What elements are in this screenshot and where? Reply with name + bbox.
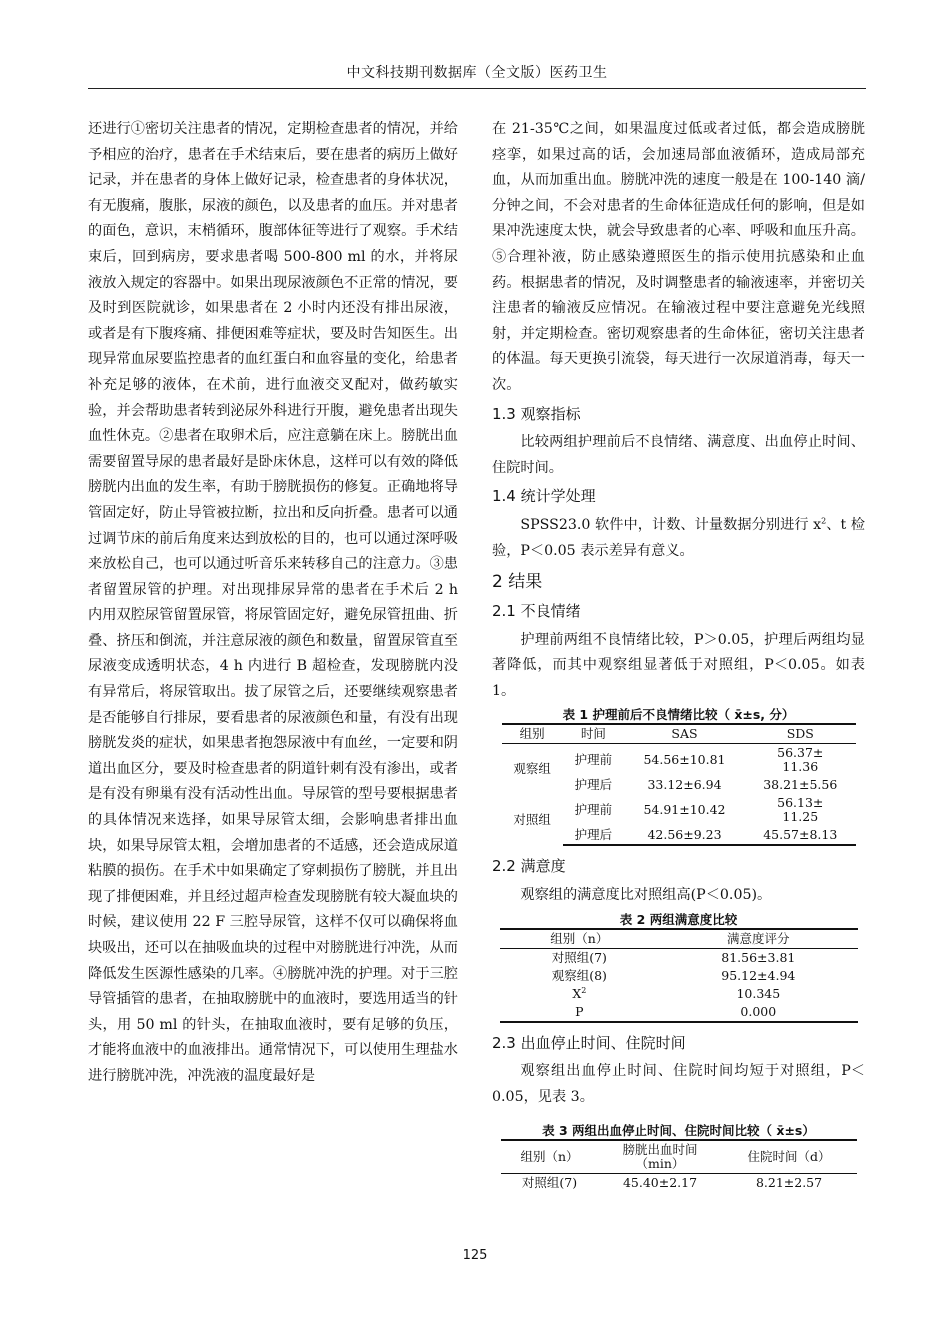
table-cell: 81.56±3.81 — [721, 949, 796, 965]
table-1 — [502, 723, 856, 846]
body-paragraph: 在 21-35℃之间，如果温度过低或者过低，都会造成膀胱痉挛，如果过高的话，会加速局部血液循环，造成局部充血，从而加重出血。膀胱冲洗的速度一般是在 100-140 滴/分钟之间，不会对患者的生命体征造成任何的影响，但是如果冲洗速度太快，就会导致患者的心率、呼吸和血压升高。⑤合理补液，防止感染遵照医生的指示使用抗感染和止血药。根据患者的情况，及时调整患者的输液速率，并密切关注患者的输液反应情况。在输液过程中要注意避免光线照射，并定期检查。密切观察患者的生命体征，密切关注患者的体温。每天更换引流袋，每天进行一次尿道消毒，每天一次。 — [492, 121, 865, 393]
table-cell: 护理后 — [574, 777, 613, 793]
table-cell: 33.12±6.94 — [647, 777, 722, 793]
superscript: 2 — [581, 985, 587, 995]
cell-text: X — [572, 985, 582, 1001]
right-column — [492, 117, 865, 1192]
table-cell: 38.21±5.56 — [763, 777, 838, 793]
table-2-caption: 表 2 两组满意度比较 — [619, 911, 738, 927]
table-row — [500, 948, 858, 967]
table-2 — [500, 928, 858, 1023]
table-header-cell: 满意度评分 — [659, 929, 857, 949]
table-header-cell — [598, 1140, 721, 1174]
cell-line: （min） — [635, 1156, 685, 1172]
header-rule — [88, 88, 866, 89]
body-paragraph: 护理前两组不良情绪比较，P＞0.05，护理后两组均显著降低，而其中观察组显著低于对照组，P＜0.05。如表 1。 — [492, 631, 865, 699]
superscript: 2 — [821, 516, 827, 526]
table-cell: 10.345 — [736, 985, 781, 1001]
section-heading-1-3: 1.3 观察指标 — [492, 404, 581, 423]
table-header-cell: 组别（n） — [500, 929, 660, 949]
table-header-row — [501, 1140, 857, 1174]
table-row — [502, 744, 856, 777]
table-cell: 95.12±4.94 — [721, 967, 796, 983]
table-header-cell: 时间 — [563, 724, 624, 744]
table-cell: 0.000 — [659, 1003, 857, 1022]
cell-line: 56.13± — [777, 795, 824, 811]
table-cell — [745, 744, 855, 777]
cell-line: 11.36 — [782, 759, 819, 775]
section-heading-2: 2 结果 — [492, 572, 543, 593]
table-1-caption: 表 1 护理前后不良情绪比较（ x̄±s, 分） — [562, 707, 795, 723]
table-cell: 8.21±2.57 — [755, 1175, 823, 1191]
table-cell — [745, 794, 855, 826]
table-row — [500, 967, 858, 985]
body-paragraph — [492, 513, 865, 564]
table-row — [500, 1003, 858, 1022]
table-row — [500, 985, 858, 1003]
table-cell: 对照组 — [513, 811, 551, 827]
table-cell — [500, 985, 660, 1003]
table-header-cell: SAS — [624, 724, 745, 744]
body-paragraph: 比较两组护理前后不良情绪、满意度、出血停止时间、住院时间。 — [492, 434, 865, 476]
body-paragraph: 还进行①密切关注患者的情况，定期检查患者的情况，并给予相应的治疗，患者在手术结束后，要在患者的病历上做好记录，并在患者的身体上做好记录，检查患者的身体状况，有无腹痛，腹胀，尿液的颜色，以及患者的血压。并对患者的面色，意识，末梢循环，腹部体征等进行了观察。手术结束后，回到病房，要求患者喝 500-800 ml 的水，并将尿液放入规定的容器中。如果出现尿液颜色不正常的情况，要及时到医院就诊，如果患者在 2 小时内还没有排出尿液，或者是有下腹疼痛、排便困难等症状，要及时告知医生。出现异常血尿要监控患者的血红蛋白和血容量的变化，给患者补充足够的液体，在术前，进行血液交叉配对，做药敏实验，并会帮助患者转到泌尿外科进行开腹，避免患者出现失血性休克。②患者在取卵术后，应注意躺在床上。膀胱出血需要留置导尿的患者最好是卧床休息，这样可以有效的降低膀胱内出血的发生率，有助于膀胱损伤的修复。正确地将导管固定好，防止导管被拉断，拉出和反向折叠。患者可以通过调节床的前后角度来达到放松的目的，也可以通过深呼吸来放松自己，也可以通过听音乐来转移自己的注意力。③患者留置尿管的护理。对出现排尿异常的患者在手术后 2 h 内用双腔尿管留置尿管，将尿管固定好，避免尿管扭曲、折叠、挤压和倒流，并注意尿液的颜色和数量，留置尿管直至尿液变成透明状态，4 h 内进行 B 超检查，发现膀胱内没有异常后，将尿管取出。拔了尿管之后，还要继续观察患者是否能够自行排尿，要看患者的尿液颜色和量，有没有出现膀胱发炎的症状，如果患者抱怨尿液中有血丝，一定要和阴道出血区分，要及时检查患者的阴道针刺有没有渗出，或者是有没有卵巢有没有活动性出血。导尿管的型号要根据患者的具体情况来选择，如果导尿管太细，会影响患者排出血块，如果导尿管太粗，会增加患者的不适感，还会造成尿道粘膜的损伤。在手术中如果确定了穿刺损伤了膀胱，并且出现了排便困难，并且经过超声检查发现膀胱有较大凝血块的时候，建议使用 22 F 三腔导尿管，这样不仅可以确保将血块吸出，还可以在抽吸血块的过程中对膀胱进行冲洗，从而降低发生医源性感染的几率。④膀胱冲洗的护理。对于三腔导管插管的患者，在抽取膀胱中的血液时，要选用适当的针头，用 50 ml 的针头，在抽取血液时，要有足够的负压，才能将血液中的血液排出。通常情况下，可以使用生理盐水进行膀胱冲洗，冲洗液的温度最好是 — [88, 121, 458, 1084]
table-cell: 对照组(7) — [521, 1175, 578, 1191]
table-cell: 护理前 — [574, 802, 613, 818]
section-heading-1-4: 1.4 统计学处理 — [492, 487, 596, 506]
table-cell: 42.56±9.23 — [624, 826, 745, 845]
section-heading-2-1: 2.1 不良情绪 — [492, 602, 581, 621]
table-cell: 护理前 — [574, 752, 613, 768]
table-cell: 54.91±10.42 — [643, 802, 726, 818]
table-header-row — [502, 724, 856, 744]
table-row — [501, 1174, 857, 1193]
table-row — [502, 794, 856, 826]
page-number: 125 — [462, 1248, 488, 1263]
body-paragraph: 观察组的满意度比对照组高(P＜0.05)。 — [520, 887, 772, 904]
journal-header: 中文科技期刊数据库（全文版）医药卫生 — [346, 65, 608, 81]
cell-line: 膀胱出血时间 — [622, 1142, 698, 1158]
section-heading-2-2: 2.2 满意度 — [492, 857, 566, 876]
table-header-cell: 组别 — [502, 724, 563, 744]
cell-line: 11.25 — [782, 809, 819, 825]
table-cell: 观察组(8) — [551, 967, 607, 983]
table-header-row — [500, 929, 858, 949]
table-cell: 护理后 — [563, 826, 624, 845]
cell-line: 56.37± — [777, 745, 824, 761]
table-3 — [501, 1139, 857, 1192]
table-header-cell: 组别（n） — [501, 1140, 599, 1174]
text-run: 、t 检验，P＜0.05 表示差异有意义。 — [492, 516, 865, 559]
table-cell: P — [500, 1003, 660, 1022]
body-paragraph: 观察组出血停止时间、住院时间均短于对照组，P＜0.05，见表 3。 — [492, 1063, 865, 1105]
table-cell: 45.57±8.13 — [745, 826, 855, 845]
table-header-cell: SDS — [745, 724, 855, 744]
table-cell: 45.40±2.17 — [622, 1175, 698, 1191]
table-cell: 对照组(7) — [551, 949, 607, 965]
text-run: SPSS23.0 软件中，计数、计量数据分别进行 x — [520, 516, 822, 533]
table-cell: 观察组 — [513, 761, 551, 777]
section-heading-2-3: 2.3 出血停止时间、住院时间 — [492, 1033, 686, 1052]
table-3-caption: 表 3 两组出血停止时间、住院时间比较（ x̄±s） — [542, 1123, 815, 1139]
left-column — [88, 117, 458, 1090]
table-header-cell: 住院时间（d） — [722, 1140, 857, 1174]
table-cell: 54.56±10.81 — [643, 752, 726, 768]
